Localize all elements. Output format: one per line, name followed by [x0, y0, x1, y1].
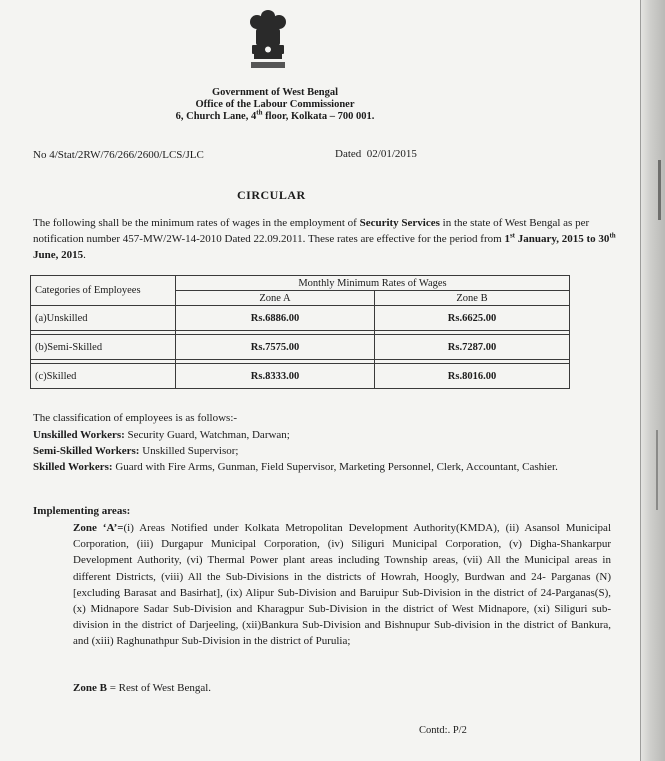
implementing-areas-title: Implementing areas:: [33, 505, 131, 517]
column-header-zone-a: Zone A: [176, 291, 375, 306]
header-address: 6, Church Lane, 4th floor, Kolkata – 700 001.: [175, 108, 375, 122]
header-government: Government of West Bengal: [211, 87, 339, 98]
semiskilled-workers: Semi-Skilled Workers: Unskilled Supervisor;: [33, 445, 239, 457]
document-title: CIRCULAR: [237, 188, 306, 202]
intro-paragraph: The following shall be the minimum rates of wages in the employment of Security Services in the state of West Bengal as per notification number 457-MW/2W-14-2010 Dated 22.09.2011. These rates are effective for the period from 1st January, 2015 to 30th June, 2015.: [33, 217, 616, 261]
reference-date: Dated 02/01/2015: [335, 148, 417, 160]
category-cell: (a)Unskilled: [31, 306, 176, 331]
zone-a-wage: Rs.8333.00: [176, 364, 375, 389]
classification-intro: The classification of employees is as follows:-: [33, 412, 238, 424]
column-header-group: Monthly Minimum Rates of Wages: [176, 276, 570, 291]
wages-table: [30, 275, 570, 389]
zone-a-areas: Zone ‘A’=(i) Areas Notified under Kolkata Metropolitan Development Authority(KMDA), (ii) Asansol Municipal Corporation, (iii) Durgapur Municipal Corporation, (iv) Siliguri Municipal Corporation, (v) Digha-Shankarpur Development Authority, (vi) Thermal Power plant areas including Township areas, (vii) All the Municipal areas in different Districts, (viii) All the Sub-Divisions in the districts of Howrah, Hoogly, Burdwan and 24- Parganas (N)[excluding Barasat and Basirhat], (ix) Alipur Sub-Division and Baruipur Sub-Division in the district of 24-Parganas(S), (x) Midnapore Sadar Sub-Division and Kharagpur Sub-Division in the district of West Midnapore, (xi) Siliguri sub-division in the district of Darjeeling, (xii)Bankura Sub-Division and Bishnupur Sub-division in the district of Bankura, and (xiii) Raghunathpur Sub-Division in the district of Purulia;: [73, 522, 611, 648]
zone-b-wage: Rs.6625.00: [375, 306, 570, 331]
zone-b-wage: Rs.8016.00: [375, 364, 570, 389]
zone-a-wage: Rs.7575.00: [176, 335, 375, 360]
zone-b-areas: Zone B = Rest of West Bengal.: [73, 682, 212, 694]
column-header-zone-b: Zone B: [375, 291, 570, 306]
table-row: [31, 306, 570, 331]
table-row: [31, 364, 570, 389]
table-row: [31, 335, 570, 360]
header-office: Office of the Labour Commissioner: [195, 99, 355, 110]
unskilled-workers: Unskilled Workers: Security Guard, Watchman, Darwan;: [33, 429, 290, 441]
page-edge-shadow: [640, 0, 665, 761]
page-edge-line: [640, 0, 641, 761]
zone-a-wage: Rs.6886.00: [176, 306, 375, 331]
zone-b-wage: Rs.7287.00: [375, 335, 570, 360]
edge-mark: [658, 160, 661, 220]
column-header-category: Categories of Employees: [31, 276, 176, 306]
edge-mark: [656, 430, 658, 510]
continued-note: Contd:. P/2: [419, 725, 467, 736]
reference-number: No 4/Stat/2RW/76/266/2600/LCS/JLC: [33, 149, 204, 161]
category-cell: (b)Semi-Skilled: [31, 335, 176, 360]
category-cell: (c)Skilled: [31, 364, 176, 389]
effective-period: 1st January, 2015 to 30th June, 2015: [33, 231, 616, 261]
skilled-workers: Skilled Workers: Guard with Fire Arms, Gunman, Field Supervisor, Marketing Personnel, Clerk, Accountant, Cashier.: [33, 461, 558, 473]
state-emblem-icon: [243, 6, 293, 72]
